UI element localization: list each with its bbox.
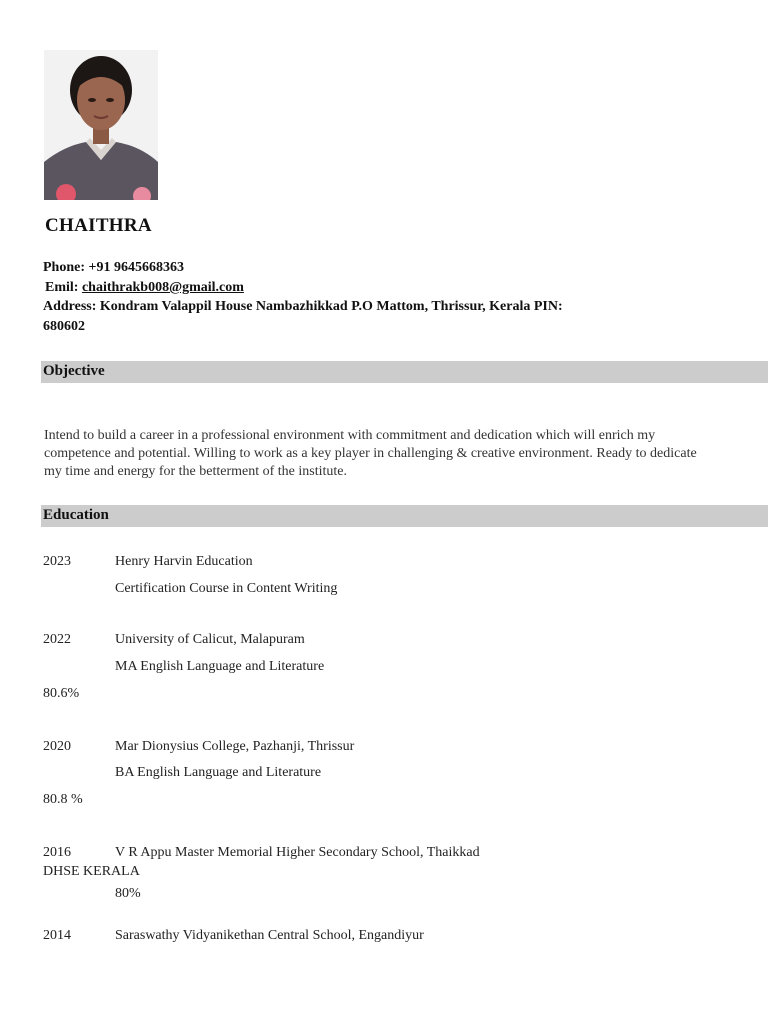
objective-text	[44, 427, 754, 481]
address-label: Address:	[43, 299, 97, 314]
candidate-name: CHAITHRA	[45, 215, 152, 236]
objective-line: competence and potential. Willing to work as a key player in challenging & creative environment. Ready to dedicate	[44, 446, 697, 461]
edu-institution: V R Appu Master Memorial Higher Secondary School, Thaikkad	[115, 845, 480, 860]
edu-year: 2022	[43, 632, 71, 647]
edu-course: MA English Language and Literature	[115, 659, 325, 674]
email-link[interactable]: chaithrakb008@gmail.com	[81, 280, 244, 295]
profile-photo	[44, 50, 158, 200]
education-title: Education	[43, 507, 109, 523]
objective-line: my time and energy for the betterment of the institute.	[44, 464, 347, 479]
edu-course: BA English Language and Literature	[115, 765, 322, 780]
edu-institution: Mar Dionysius College, Pazhanji, Thrissur	[115, 739, 355, 754]
edu-year: 2020	[43, 739, 71, 754]
edu-score: 80%	[115, 886, 141, 901]
edu-year: 2023	[43, 554, 71, 569]
edu-institution: Henry Harvin Education	[115, 554, 253, 569]
email-line	[45, 280, 244, 296]
edu-board: DHSE KERALA	[43, 864, 140, 879]
edu-score: 80.6%	[43, 686, 80, 701]
edu-course: Certification Course in Content Writing	[115, 581, 338, 596]
edu-institution: Saraswathy Vidyanikethan Central School, Engandiyur	[115, 928, 424, 943]
address-text: Kondram Valappil House Nambazhikkad P.O Mattom, Thrissur, Kerala PIN:	[99, 299, 563, 314]
address-pin: 680602	[43, 319, 85, 334]
phone-label: Phone:	[43, 260, 85, 275]
phone-line	[43, 260, 184, 276]
objective-header	[41, 361, 768, 383]
phone-number: +91 9645668363	[88, 260, 184, 275]
address-line	[43, 299, 563, 315]
edu-year: 2016	[43, 845, 71, 860]
edu-institution: University of Calicut, Malapuram	[115, 632, 305, 647]
objective-line: Intend to build a career in a professional environment with commitment and dedication which will enrich my	[44, 428, 656, 443]
objective-title: Objective	[43, 363, 105, 379]
edu-year: 2014	[43, 928, 71, 943]
education-header	[41, 505, 768, 527]
edu-score: 80.8 %	[43, 792, 83, 807]
email-label: Emil:	[45, 280, 79, 295]
